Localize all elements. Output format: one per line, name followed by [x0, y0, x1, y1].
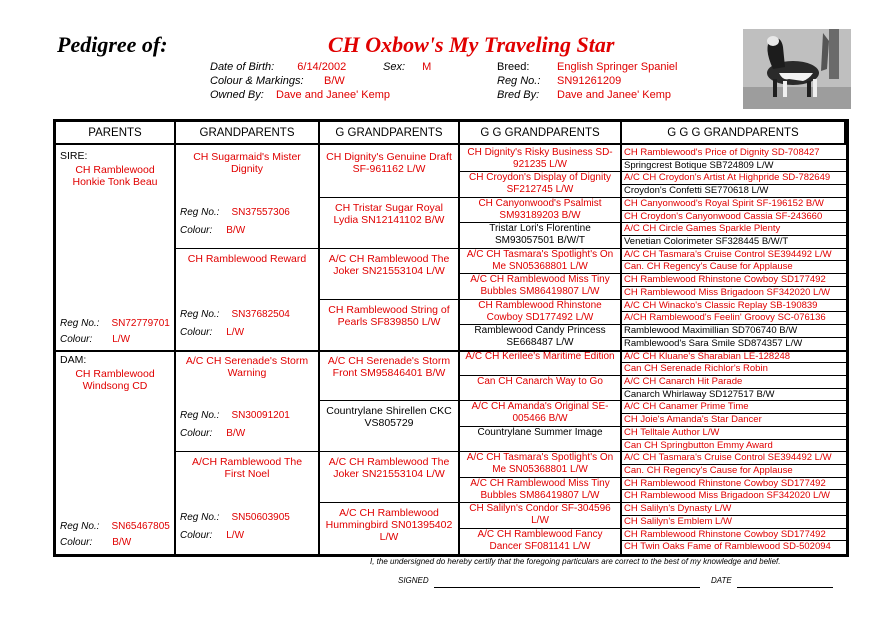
breed-value: English Springer Spaniel [557, 61, 678, 73]
ggg-grandparent-name: CH Ramblewood's Price of Dignity SD-708427 [624, 147, 820, 158]
gg-grandparent-name: A/C CH Amanda's Original SE-005466 B/W [471, 401, 609, 424]
ggg-grandparent-name: CH Salilyn's Dynasty L/W [624, 503, 732, 514]
dob-value: 6/14/2002 [297, 61, 347, 73]
gg-grandparent-name: Can CH Canarch Way to Go [477, 376, 603, 387]
gg-grandparent-name: Ramblewood Candy Princess SE668487 L/W [474, 325, 606, 348]
gg-grandparent-name: A/C CH Ramblewood Miss Tiny Bubbles SM86419807 L/W [470, 478, 610, 501]
gg-grandparent-name: CH Ramblewood Rhinstone Cowboy SD177492 L/W [478, 300, 602, 323]
parent-colour [60, 334, 130, 345]
g-grandparent-name: A/C CH Ramblewood The Joker SN21553104 L/W [328, 456, 450, 480]
ggg-grandparent-name: Ramblewood's Sara Smile SD874357 L/W [624, 338, 803, 349]
gg-grandparent-name: Tristar Lori's Florentine SM93057501 B/W/T [489, 223, 591, 246]
gg-grandparent-name: CH Canyonwood's Psalmist SM93189203 B/W [478, 198, 602, 221]
dog-photo [743, 29, 851, 109]
colour-value: L/W [226, 327, 245, 338]
ggg-grandparent-name: A/C CH Circle Games Sparkle Plenty [624, 223, 781, 234]
reg-number: SN30091201 [231, 410, 290, 421]
parent-name: CH Ramblewood Windsong CD [75, 368, 155, 392]
reg-number: SN65467805 [111, 521, 170, 532]
owned-value: Dave and Janee' Kemp [276, 89, 391, 101]
grandparent-name: CH Ramblewood Reward [187, 253, 307, 265]
column-divider [458, 122, 460, 554]
ggg-grandparent-name: A/C CH Tasmara's Cruise Control SE394492 L/W [624, 249, 832, 260]
g-grandparent-name: A/C CH Ramblewood The Joker SN21553104 L/W [328, 253, 450, 277]
reg-number: SN37557306 [231, 207, 290, 218]
ggg-grandparent-name: Venetian Colorimeter SF328445 B/W/T [624, 236, 789, 247]
gg-grandparent-name: CH Croydon's Display of Dignity SF212745 L/W [469, 172, 611, 195]
ggg-grandparent-name: CH Joie's Amanda's Star Dancer [624, 414, 762, 425]
ggg-grandparent-name: CH Ramblewood Rhinstone Cowboy SD177492 [624, 274, 826, 285]
springer-spaniel-image [743, 29, 851, 109]
ggg-grandparent-name: CH Croydon's Canyonwood Cassia SF-243660 [624, 211, 823, 222]
gg-grandparent-name: A/C CH Kerilee's Maritime Edition [465, 351, 615, 362]
sex-label: Sex: [383, 61, 406, 73]
reg-value: SN91261209 [557, 75, 622, 87]
bred-value: Dave and Janee' Kemp [557, 89, 672, 101]
reg-label: Reg No.: [60, 521, 100, 532]
grandparent-reg [180, 309, 290, 320]
ggg-grandparent-name: CH Ramblewood Miss Brigadoon SF342020 L/W [624, 490, 830, 501]
gg-grandparent-name: CH Dignity's Risky Business SD-921235 L/W [467, 147, 613, 170]
grandparent-colour [180, 428, 245, 439]
ggg-grandparent-name: Can CH Springbutton Emmy Award [624, 440, 773, 451]
grandparent-colour [180, 225, 245, 236]
dog-name: CH Oxbow's My Traveling Star [328, 32, 615, 57]
ggg-grandparent-name: A/C CH Croydon's Artist At Highpride SD-782649 [624, 172, 831, 183]
colour-value: B/W [226, 225, 246, 236]
reg-number: SN37682504 [231, 309, 290, 320]
reg-label: Reg No.: [497, 75, 541, 87]
column-header: G G GRANDPARENTS [460, 122, 622, 145]
pedigree-label: Pedigree of: [57, 32, 168, 57]
ggg-grandparent-name: CH Telltale Author L/W [624, 427, 720, 438]
g-grandparent-name: CH Tristar Sugar Royal Lydia SN12141102 B/W [333, 202, 445, 226]
ggg-grandparent-name: A/C CH Tasmara's Cruise Control SE394492 L/W [624, 452, 832, 463]
g-grandparent-name: A/C CH Ramblewood Hummingbird SN01395402 L/W [325, 507, 453, 543]
parent-role-label: SIRE: [60, 150, 88, 162]
g-grandparent-name: CH Dignity's Genuine Draft SF-961162 L/W [326, 151, 452, 175]
ggg-grandparent-name: A/C CH Kluane's Sharabian LE-128248 [624, 351, 791, 362]
colour-label: Colour: [60, 334, 93, 345]
sex-value: M [422, 61, 432, 73]
date-line[interactable] [737, 587, 833, 588]
colour-label: Colour: [180, 225, 213, 236]
date-label: DATE [711, 576, 732, 585]
gg-grandparent-name: A/C CH Ramblewood Fancy Dancer SF081141 L/W [477, 529, 603, 552]
ggg-grandparent-name: A/C CH Canamer Prime Time [624, 401, 749, 412]
column-header: G G G GRANDPARENTS [622, 122, 846, 145]
gg-grandparent-name: Countrylane Summer Image [477, 427, 603, 438]
ggg-grandparent-name: Can CH Serenade Richlor's Robin [624, 363, 768, 374]
sex-row [383, 61, 431, 73]
reg-label: Reg No.: [180, 207, 220, 218]
colour-value: B/W [324, 75, 345, 87]
gg-grandparent-name: A/C CH Tasmara's Spotlight's On Me SN05368801 L/W [466, 452, 614, 475]
owned-label: Owned By: [210, 89, 264, 101]
dob-label: Date of Birth: [210, 61, 275, 73]
pedigree-table [53, 119, 849, 557]
certify-statement: I, the undersigned do hereby certify that the foregoing particulars are correct to the best of my knowledge and belief. [370, 557, 781, 566]
bred-label: Bred By: [497, 89, 540, 101]
colour-label: Colour: [60, 537, 93, 548]
ggg-grandparent-name: CH Ramblewood Rhinstone Cowboy SD177492 [624, 529, 826, 540]
column-header: G GRANDPARENTS [320, 122, 460, 145]
g-grandparent-name: CH Ramblewood String of Pearls SF839850 L/W [328, 304, 450, 328]
ggg-grandparent-name: A/C CH Winacko's Classic Replay SB-190839 [624, 300, 818, 311]
colour-label: Colour: [180, 428, 213, 439]
parent-reg [60, 521, 170, 532]
ggg-grandparent-name: Can. CH Regency's Cause for Applause [624, 465, 793, 476]
grandparent-colour [180, 327, 244, 338]
ggg-grandparent-name: CH Ramblewood Miss Brigadoon SF342020 L/W [624, 287, 830, 298]
parent-reg [60, 318, 170, 329]
breed-label: Breed: [497, 61, 530, 73]
grandparent-reg [180, 410, 290, 421]
colour-label: Colour & Markings: [210, 75, 304, 87]
grandparent-reg [180, 207, 290, 218]
colour-label: Colour: [180, 530, 213, 541]
grandparent-name: CH Sugarmaid's Mister Dignity [193, 151, 301, 175]
colour-label: Colour: [180, 327, 213, 338]
grandparent-name: A/C CH Serenade's Storm Warning [185, 355, 309, 379]
grandparent-colour [180, 530, 244, 541]
gg-grandparent-name: A/C CH Tasmara's Spotlight's On Me SN05368801 L/W [466, 249, 614, 272]
dob-row [210, 61, 346, 73]
reg-label: Reg No.: [180, 309, 220, 320]
colour-value: L/W [226, 530, 245, 541]
gg-grandparent-name: CH Salilyn's Condor SF-304596 L/W [469, 503, 611, 526]
ggg-grandparent-name: Ramblewood Maximillian SD706740 B/W [624, 325, 798, 336]
parent-colour [60, 537, 131, 548]
ggg-grandparent-name: CH Ramblewood Rhinstone Cowboy SD177492 [624, 478, 826, 489]
ggg-grandparent-name: CH Salilyn's Emblem L/W [624, 516, 732, 527]
reg-number: SN50603905 [231, 512, 290, 523]
column-divider [318, 122, 320, 554]
column-header: GRANDPARENTS [176, 122, 320, 145]
ggg-grandparent-name: Canarch Whirlaway SD127517 B/W [624, 389, 775, 400]
parent-role-label: DAM: [60, 354, 87, 366]
ggg-grandparent-name: Springcrest Botique SB724809 L/W [624, 160, 774, 171]
ggg-grandparent-name: A/C CH Canarch Hit Parade [624, 376, 743, 387]
g-grandparent-name: Countrylane Shirellen CKC VS805729 [326, 405, 452, 429]
grandparent-name: A/CH Ramblewood The First Noel [191, 456, 303, 480]
signature-line[interactable] [434, 587, 700, 588]
ggg-grandparent-name: A/CH Ramblewood's Feelin' Groovy SC-076136 [624, 312, 826, 323]
reg-label: Reg No.: [180, 512, 220, 523]
colour-value: L/W [112, 334, 131, 345]
reg-label: Reg No.: [180, 410, 220, 421]
gg-grandparent-name: A/C CH Ramblewood Miss Tiny Bubbles SM86419807 L/W [470, 274, 610, 297]
column-divider [174, 122, 176, 554]
reg-label: Reg No.: [60, 318, 100, 329]
ggg-grandparent-name: Can. CH Regency's Cause for Applause [624, 261, 793, 272]
colour-value: B/W [226, 428, 246, 439]
g-grandparent-name: A/C CH Serenade's Storm Front SM95846401 B/W [327, 355, 451, 379]
grandparent-reg [180, 512, 290, 523]
reg-number: SN72779701 [111, 318, 170, 329]
signed-label: SIGNED [398, 576, 429, 585]
ggg-grandparent-name: Croydon's Confetti SE770618 L/W [624, 185, 769, 196]
column-header: PARENTS [56, 122, 176, 145]
colour-value: B/W [112, 537, 132, 548]
ggg-grandparent-name: CH Twin Oaks Fame of Ramblewood SD-502094 [624, 541, 831, 552]
ggg-grandparent-name: CH Canyonwood's Royal Spirit SF-196152 B/W [624, 198, 824, 209]
parent-name: CH Ramblewood Honkie Tonk Beau [72, 164, 158, 188]
